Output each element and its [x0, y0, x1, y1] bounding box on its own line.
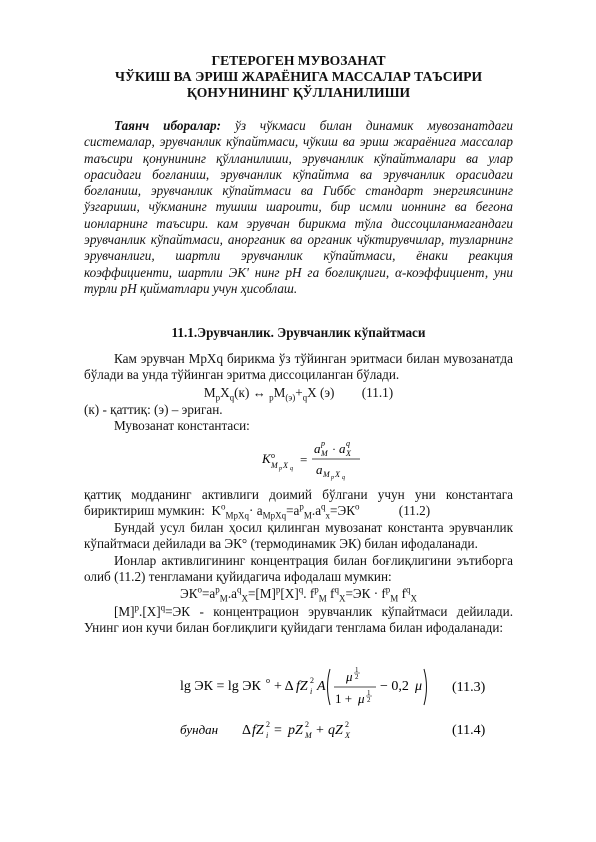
formula-denominator-a: a [316, 462, 323, 477]
svg-text:fZ: fZ [252, 723, 264, 738]
svg-text:1: 1 [367, 689, 371, 697]
title-line-2: ЧЎКИШ ВА ЭРИШ ЖАРАЁНИГА МАССАЛАР ТАЪСИРИ [114, 69, 483, 84]
paragraph-7: $[M]^p.[X]^q=ЭК$ - концентрацион эрувчанлик кўпайтмаси дейилади. Унинг ион кучи билан боғлиқлиги қуйидаги тенглама билан ифодаланади: [84, 602, 513, 636]
svg-text:·: · [332, 442, 336, 456]
equation-11-1 [84, 385, 513, 401]
svg-text:q: q [342, 475, 345, 481]
svg-text:X: X [345, 731, 350, 740]
svg-text:M: M [305, 731, 312, 740]
svg-text:M: M [321, 449, 328, 458]
svg-text:p: p [279, 466, 282, 472]
svg-text:2: 2 [355, 673, 359, 681]
keywords-text: ўз чўкмаси билан динамик мувозанатдаги системалар, эрувчанлик кўпайтмаси, чўкиш ва эриш жараёнига массалар таъсири қонунининг қўлланилиши, эрувчанлик кўпайтмалари ва улар орасидаги боғланиш, эрувчанлик кўпайтма ва эрувчанлик орасидаги боғланиш, эрувчанлик кўпайтмаси ва Гиббс стандарт энергиясининг ўзгариши, чўкманинг тушиш шароити, бир исмли ионнинг ва бегона ионларнинг таъсири. кам эрувчан бирикма тўла диссоциланмагандаги эрувчанлик кўпайтмаси, анорганик ва органик чўктирувчилар, тузларнинг эрувчанлиги, шартли эрувчанлик кўпайтмаси, ёнаки реакция коэффициенти, шартли ЭК' нинг рН га боғлиқлиги, α-коэффициент, уни турли рН қийматлари учун ҳисоблаш. [84, 118, 513, 296]
svg-text:X: X [283, 461, 288, 470]
equation-activity: $ЭК^o=a^p_M.a^q_X=[M]^p[X]^q$. $f^p_M$ $f^q_X=ЭК \cdot f^p_M$ $f^q_X$ [179, 584, 417, 604]
svg-text:2: 2 [310, 676, 314, 685]
svg-text:=: = [274, 723, 282, 738]
equation-11-4-number: (11.4) [452, 723, 486, 738]
equation-11-2-number: (11.2) [398, 503, 431, 519]
svg-text:X: X [346, 449, 351, 458]
equation-11-1-body: $M_pX_q(к)$ ↔ $_pM_{(э)}+_qX$ (э) [203, 385, 335, 403]
formula-numerator-a1: a [314, 441, 321, 456]
formula-k-symbol: K [262, 451, 271, 466]
svg-text:i: i [310, 687, 313, 696]
paragraph-2: (к) - қаттиқ: (э) – эриган. [84, 402, 223, 417]
svg-text:μ: μ [415, 679, 423, 694]
equilibrium-constant-formula [262, 437, 412, 481]
svg-text:p: p [321, 439, 325, 448]
paragraph-4-text: қаттиқ модданинг активлиги доимий бўлгани учун уни константага бириктириш мумкин: [84, 487, 513, 519]
svg-text:pZ: pZ [288, 723, 303, 738]
svg-text:+ Δ: + Δ [274, 679, 294, 694]
keywords-paragraph [84, 118, 513, 297]
formula-numerator-a2: a [339, 441, 346, 456]
equation-11-3 [170, 655, 510, 713]
section-heading: 11.1.Эрувчанлик. Эрувчанлик кўпайтмаси [171, 325, 426, 340]
svg-text:M: M [323, 470, 330, 479]
svg-text:lg ЭК = lg ЭК: lg ЭК = lg ЭК [180, 679, 261, 694]
svg-text:fZ: fZ [296, 679, 308, 694]
svg-text:p: p [331, 475, 334, 481]
svg-text:2: 2 [305, 720, 309, 729]
svg-text:X: X [335, 470, 340, 479]
paragraph-3: Мувозанат константаси: [114, 418, 250, 433]
svg-text:Δ: Δ [242, 723, 252, 738]
svg-text:2: 2 [266, 720, 270, 729]
page-title [84, 53, 513, 101]
svg-text:i: i [266, 731, 269, 740]
svg-text:q: q [346, 439, 350, 448]
svg-text:2: 2 [345, 720, 349, 729]
paragraph-4 [84, 487, 513, 520]
svg-text:μ: μ [358, 691, 365, 706]
svg-text:2: 2 [367, 696, 371, 704]
equation-11-4-word: бундан [180, 722, 219, 737]
keywords-lead: Таянч иборалар: [114, 118, 222, 133]
svg-text:− 0,2: − 0,2 [380, 679, 409, 694]
equation-11-1-number: (11.1) [361, 385, 394, 400]
paragraph-6: Ионлар активлигининг концентрация билан боғлиқлигини эътиборга олиб (11.2) тенгламани қуйидагича ифодалаш мумкин: [84, 553, 513, 585]
svg-text:+: + [316, 723, 324, 738]
svg-text:1 +: 1 + [335, 691, 353, 706]
equation-11-2: $K^o_{MpXq}\cdot a_{MpXq}=a^p_M.a^q_x=ЭК^o$ [208, 502, 360, 522]
svg-text:qZ: qZ [328, 723, 343, 738]
equation-11-3-number: (11.3) [452, 680, 486, 695]
svg-text:q: q [290, 466, 293, 472]
equation-11-4 [170, 714, 510, 744]
title-line-1: ГЕТЕРОГЕН МУВОЗАНАТ [211, 53, 386, 68]
svg-text:A: A [317, 679, 326, 694]
svg-text:=: = [300, 452, 308, 467]
svg-text:o: o [271, 451, 275, 460]
title-line-3: ҚОНУНИНИНГ ҚЎЛЛАНИЛИШИ [186, 85, 411, 100]
svg-text:o: o [266, 676, 270, 685]
svg-text:1: 1 [355, 666, 359, 674]
paragraph-1: Кам эрувчан MpXq бирикма ўз тўйинган эритмаси билан мувозанатда бўлади ва унда тўйинган эритма диссоциланган бўлади. [84, 351, 513, 383]
svg-text:μ: μ [346, 669, 353, 684]
paragraph-5: Бундай усул билан ҳосил қилинган мувозанат константа эрувчанлик кўпайтмаси дейилади ва ЭК° (термодинамик ЭК) билан ифодаланади. [84, 520, 513, 552]
svg-text:M: M [271, 461, 278, 470]
